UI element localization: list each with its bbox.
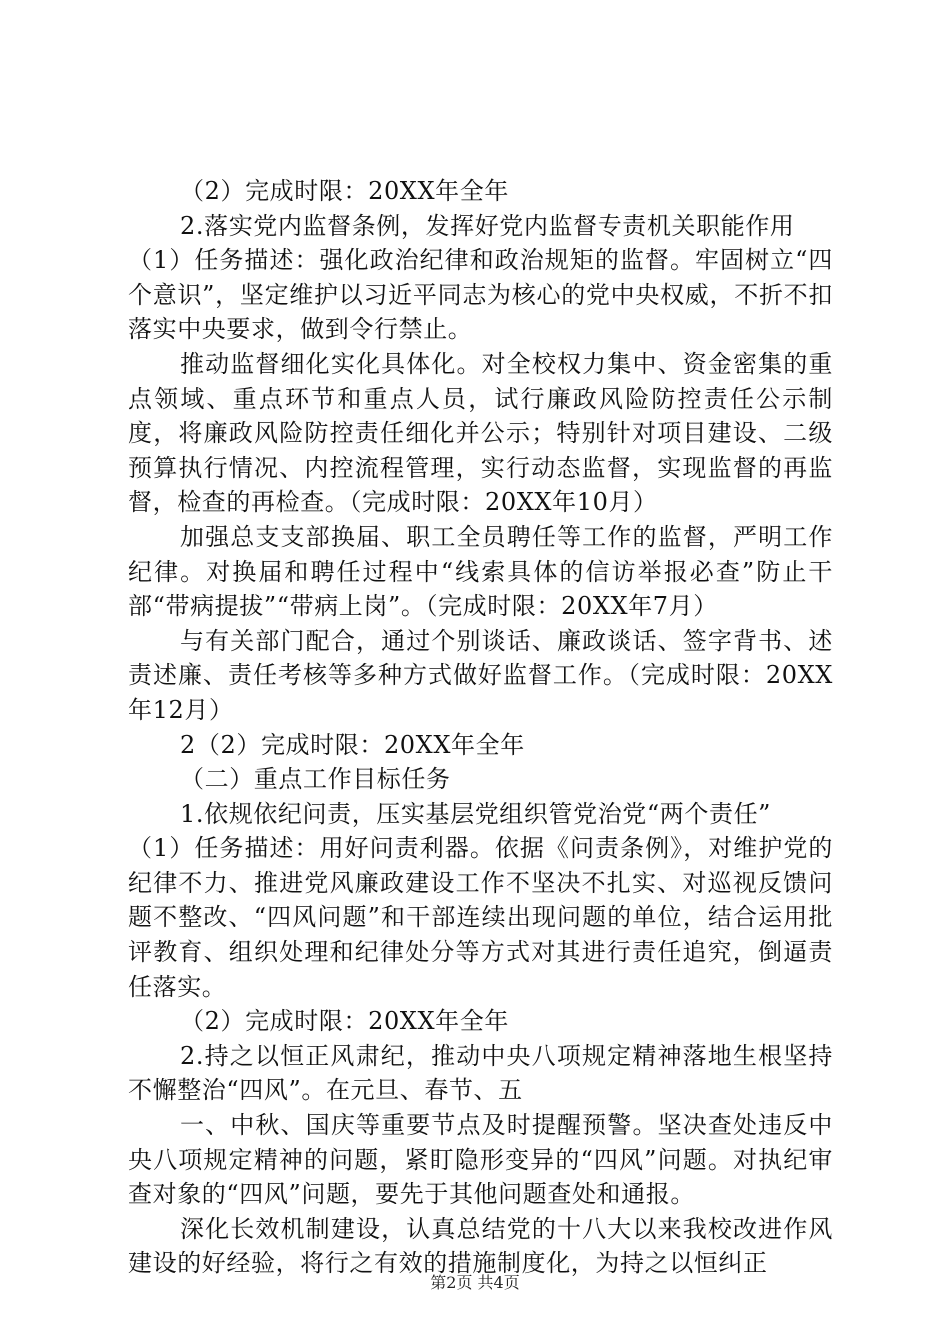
paragraph: 推动监督细化实化具体化。对全校权力集中、资金密集的重点领域、重点环节和重点人员，试行廉政风险防控责任公示制度，将廉政风险防控责任细化并公示；特别针对项目建设、二级预算执行情况、内控流程管理，实行动态监督，实现监督的再监督，检查的再检查。（完成时限：20XX年10月） [128, 349, 833, 517]
paragraph: （1）任务描述：强化政治纪律和政治规矩的监督。牢固树立“四个意识”，坚定维护以习近平同志为核心的党中央权威，不折不扣落实中央要求，做到令行禁止。 [128, 246, 833, 344]
paragraph: 一、中秋、国庆等重要节点及时提醒预警。坚决查处违反中央八项规定精神的问题，紧盯隐形变异的“四风”问题。对执纪审查对象的“四风”问题，要先于其他问题查处和通报。 [128, 1111, 833, 1209]
paragraph: 1.依规依纪问责，压实基层党组织管党治党“两个责任” [180, 799, 772, 828]
paragraph: （2）完成时限：20XX年全年 [180, 1007, 509, 1036]
document-body [128, 174, 833, 1281]
section-heading: （二）重点工作目标任务 [180, 765, 451, 794]
paragraph: 深化长效机制建设，认真总结党的十八大以来我校改进作风建设的好经验，将行之有效的措施制度化，为持之以恒纠正 [128, 1214, 833, 1278]
page-number-footer: 第2页 共4页 [430, 1273, 520, 1292]
paragraph: （1）任务描述：用好问责利器。依据《问责条例》，对维护党的纪律不力、推进党风廉政建设工作不坚决不扎实、对巡视反馈问题不整改、“四风问题”和干部连续出现问题的单位，结合运用批评教育、组织处理和纪律处分等方式对其进行责任追究，倒逼责任落实。 [128, 834, 833, 1001]
paragraph: （2）完成时限：20XX年全年 [180, 177, 509, 205]
paragraph: 加强总支支部换届、职工全员聘任等工作的监督，严明工作纪律。对换届和聘任过程中“线索具体的信访举报必查”防止干部“带病提拔”“带病上岗”。（完成时限：20XX年7月） [128, 522, 833, 621]
paragraph: 2.持之以恒正风肃纪，推动中央八项规定精神落地生根坚持不懈整治“四风”。在元旦、春节、五 [128, 1041, 833, 1105]
paragraph: 2（2）完成时限：20XX年全年 [180, 730, 525, 759]
paragraph: 2.落实党内监督条例，发挥好党内监督专责机关职能作用 [180, 211, 795, 240]
paragraph: 与有关部门配合，通过个别谈话、廉政谈话、签字背书、述责述廉、责任考核等多种方式做好监督工作。（完成时限：20XX年12月） [128, 626, 833, 724]
